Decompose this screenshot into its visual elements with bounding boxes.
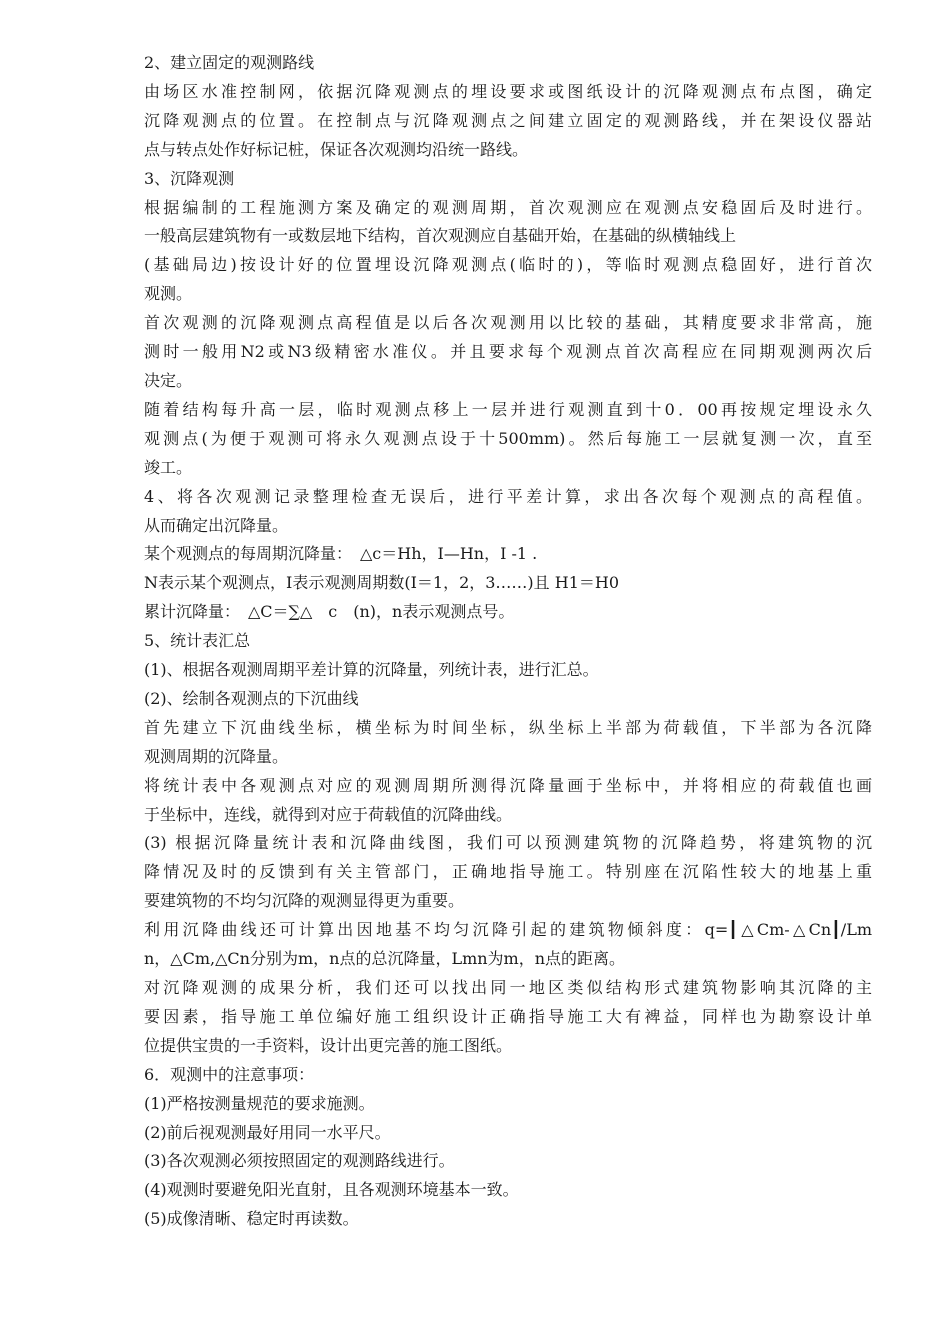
text-line: 要建筑物的不均匀沉降的观测显得更为重要。	[144, 891, 465, 911]
text-line: 5、统计表汇总	[144, 631, 251, 651]
text-line: (1)、根据各观测周期平差计算的沉降量，列统计表，进行汇总。	[144, 660, 599, 680]
text-line: 2、建立固定的观测路线	[144, 53, 315, 72]
text-line: (3) 根据沉降量统计表和沉降曲线图，我们可以预测建筑物的沉降趋势，将建筑物的沉	[144, 833, 872, 853]
text-line: 由场区水准控制网，依据沉降观测点的埋设要求或图纸设计的沉降观测点布点图，确定	[144, 81, 872, 101]
text-line: 降情况及时的反馈到有关主管部门，正确地指导施工。特别座在沉陷性较大的地基上重	[144, 862, 872, 882]
text-line: 利用沉降曲线还可计算出因地基不均匀沉降引起的建筑物倾斜度：q=┃△Cm-△Cn┃/Lm	[144, 920, 872, 940]
text-line: 随着结构每升高一层，临时观测点移上一层并进行观测直到十0．00再按规定埋设永久	[144, 399, 872, 419]
text-line: 决定。	[144, 370, 193, 390]
text-line: 于坐标中，连线，就得到对应于荷载值的沉降曲线。	[144, 804, 513, 824]
text-line: 累计沉降量： △C＝∑△ c (n)，n表示观测点号。	[144, 602, 515, 622]
text-line: (1)严格按测量规范的要求施测。	[144, 1093, 375, 1113]
text-line: 4、将各次观测记录整理检查无误后，进行平差计算，求出各次每个观测点的高程值。	[144, 486, 872, 506]
text-line: 沉降观测点的位置。在控制点与沉降观测点之间建立固定的观测路线，并在架设仪器站	[144, 110, 872, 130]
text-line: 要因素，指导施工单位编好施工组织设计正确指导施工大有裨益，同样也为勘察设计单	[144, 1006, 872, 1026]
text-line: 从而确定出沉降量。	[144, 515, 289, 535]
text-line: n，△Cm,△Cn分别为m，n点的总沉降量，Lmn为m，n点的距离。	[144, 949, 626, 969]
text-line: 竣工。	[144, 457, 193, 477]
text-line: 首次观测的沉降观测点高程值是以后各次观测用以比较的基础，其精度要求非常高，施	[144, 313, 872, 333]
text-line: 3、沉降观测	[144, 168, 235, 188]
document-body	[144, 49, 872, 1234]
text-line: 首先建立下沉曲线坐标，横坐标为时间坐标，纵坐标上半部为荷载值，下半部为各沉降	[144, 717, 872, 737]
text-line: 对沉降观测的成果分析，我们还可以找出同一地区类似结构形式建筑物影响其沉降的主	[144, 978, 872, 997]
text-line: 将统计表中各观测点对应的观测周期所测得沉降量画于坐标中，并将相应的荷载值也画	[144, 775, 872, 795]
text-line: (2)前后视观测最好用同一水平尺。	[144, 1122, 391, 1142]
text-line: N表示某个观测点，I表示观测周期数(I＝1，2，3……)且 H1＝H0	[144, 573, 620, 593]
text-line: (3)各次观测必须按照固定的观测路线进行。	[144, 1151, 455, 1171]
text-line: (5)成像清晰、稳定时再读数。	[144, 1209, 359, 1229]
text-line: (4)观测时要避免阳光直射，且各观测环境基本一致。	[144, 1180, 519, 1200]
text-line: 根据编制的工程施测方案及确定的观测周期，首次观测应在观测点安稳固后及时进行。	[144, 197, 872, 217]
text-line: 测时一般用N2或N3级精密水准仪。并且要求每个观测点首次高程应在同期观测两次后	[144, 342, 872, 362]
text-line: 6．观测中的注意事项：	[144, 1064, 315, 1084]
text-line: 观测。	[144, 284, 193, 304]
text-line: 某个观测点的每周期沉降量： △c＝Hh，I—Hn，I -1 .	[144, 544, 538, 564]
text-line: 观测点(为便于观测可将永久观测点设于十500mm)。然后每施工一层就复测一次，直至	[144, 428, 872, 448]
text-line: 一般高层建筑物有一或数层地下结构，首次观测应自基础开始，在基础的纵横轴线上	[144, 226, 737, 246]
text-line: 位提供宝贵的一手资料，设计出更完善的施工图纸。	[144, 1035, 513, 1055]
text-line: 点与转点处作好标记桩，保证各次观测均沿统一路线。	[144, 139, 529, 159]
text-line: 观测周期的沉降量。	[144, 746, 289, 766]
text-line: (2)、绘制各观测点的下沉曲线	[144, 688, 359, 708]
text-line: (基础局边)按设计好的位置埋设沉降观测点(临时的)，等临时观测点稳固好，进行首次	[144, 255, 872, 275]
